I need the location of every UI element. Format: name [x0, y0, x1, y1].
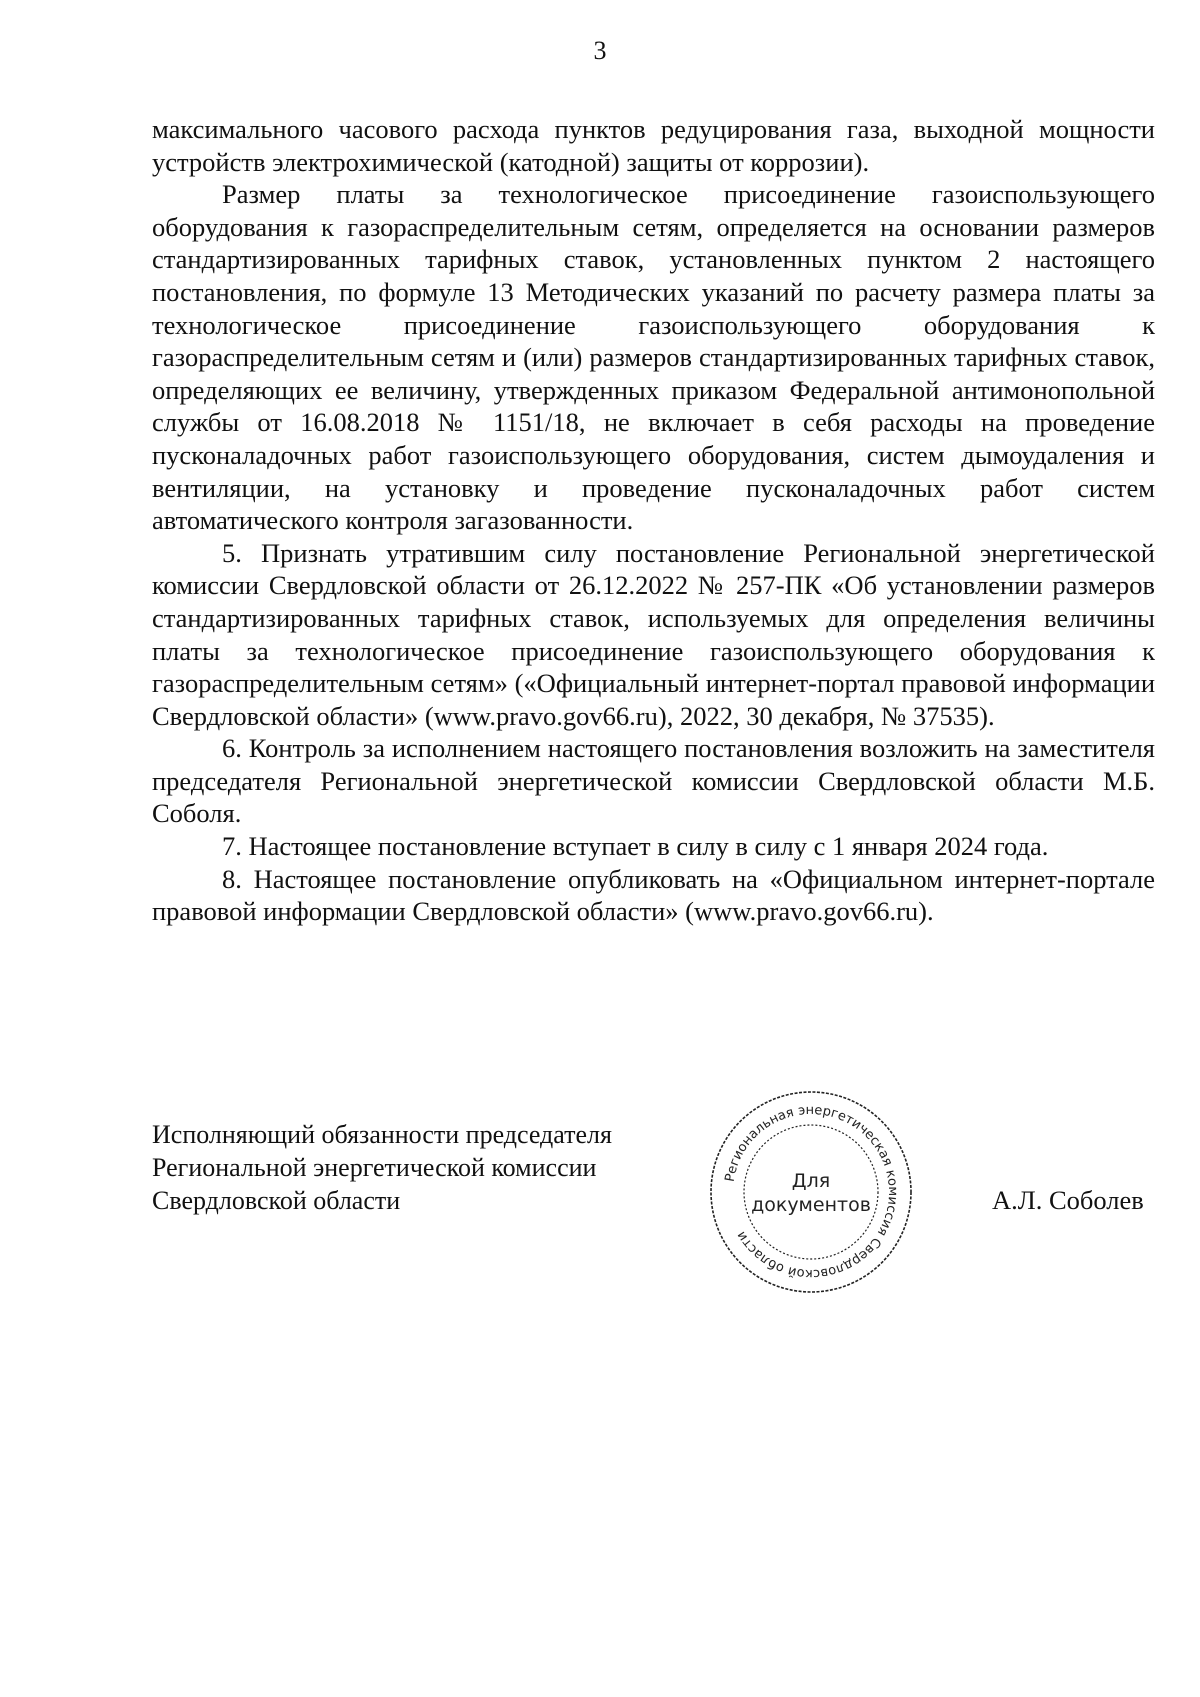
- seal-center-line2: документов: [751, 1194, 871, 1216]
- signatory-name: А.Л. Соболев: [992, 1185, 1144, 1215]
- paragraph-6-control: 6. Контроль за исполнением настоящего постановления возложить на заместителя председателя Региональной энергетической комиссии Свердловской области М.Б. Соболя.: [152, 733, 1155, 829]
- seal-outer-ring: [711, 1092, 911, 1292]
- paragraph-5-repeal: 5. Признать утратившим силу постановление Региональной энергетической комиссии Свердловской области от 26.12.2022 № 257-ПК «Об установлении размеров стандартизированных тарифных ставок, используемых для определения величины платы за технологическое присоединение газоиспользующего оборудования к газораспределительным сетям» («Официальный интернет-портал правовой информации Свердловской области» (www.pravo.gov66.ru), 2022, 30 декабря, № 37535).: [152, 537, 1155, 731]
- signatory-title-line: Свердловской области: [152, 1186, 401, 1215]
- seal-center-line1: Для: [791, 1170, 831, 1192]
- paragraph-7-effective-date: 7. Настоящее постановление вступает в силу в силу с 1 января 2024 года.: [222, 831, 1049, 862]
- official-seal: [706, 1087, 916, 1297]
- paragraph-fee-size: Размер платы за технологическое присоединение газоиспользующего оборудования к газораспределительным сетям, определяется на основании размеров стандартизированных тарифных ставок, установленных пунктом 2 настоящего постановления, по формуле 13 Методических указаний по расчету размера платы за технологическое присоединение газоиспользующего оборудования к газораспределительным сетям и (или) размеров стандартизированных тарифных ставок, определяющих ее величину, утвержденных приказом Федеральной антимонопольной службы от 16.08.2018 № 1151/18, не включает в себя расходы на проведение пусконаладочных работ газоиспользующего оборудования, систем дымоудаления и вентиляции, на установку и проведение пусконаладочных работ систем автоматического контроля загазованности.: [152, 179, 1155, 536]
- page-number: 3: [593, 36, 607, 65]
- signatory-title-line: Региональной энергетической комиссии: [152, 1153, 597, 1182]
- paragraph-continuation: максимального часового расхода пунктов редуцирования газа, выходной мощности устройств электрохимической (катодной) защиты от коррозии).: [152, 114, 1155, 177]
- svg-text:Региональная энергетическая ко: [723, 1103, 900, 1281]
- seal-ring-text: Региональная энергетическая комиссия Свердловской области: [722, 1102, 901, 1282]
- document-body: [152, 113, 1155, 928]
- paragraph-8-publication: 8. Настоящее постановление опубликовать на «Официальном интернет-портале правовой информации Свердловской области» (www.pravo.gov66.ru).: [152, 863, 1155, 927]
- seal-inner-ring: [744, 1125, 878, 1259]
- signatory-title-line: Исполняющий обязанности председателя: [152, 1120, 612, 1149]
- signatory-title: [152, 1118, 612, 1217]
